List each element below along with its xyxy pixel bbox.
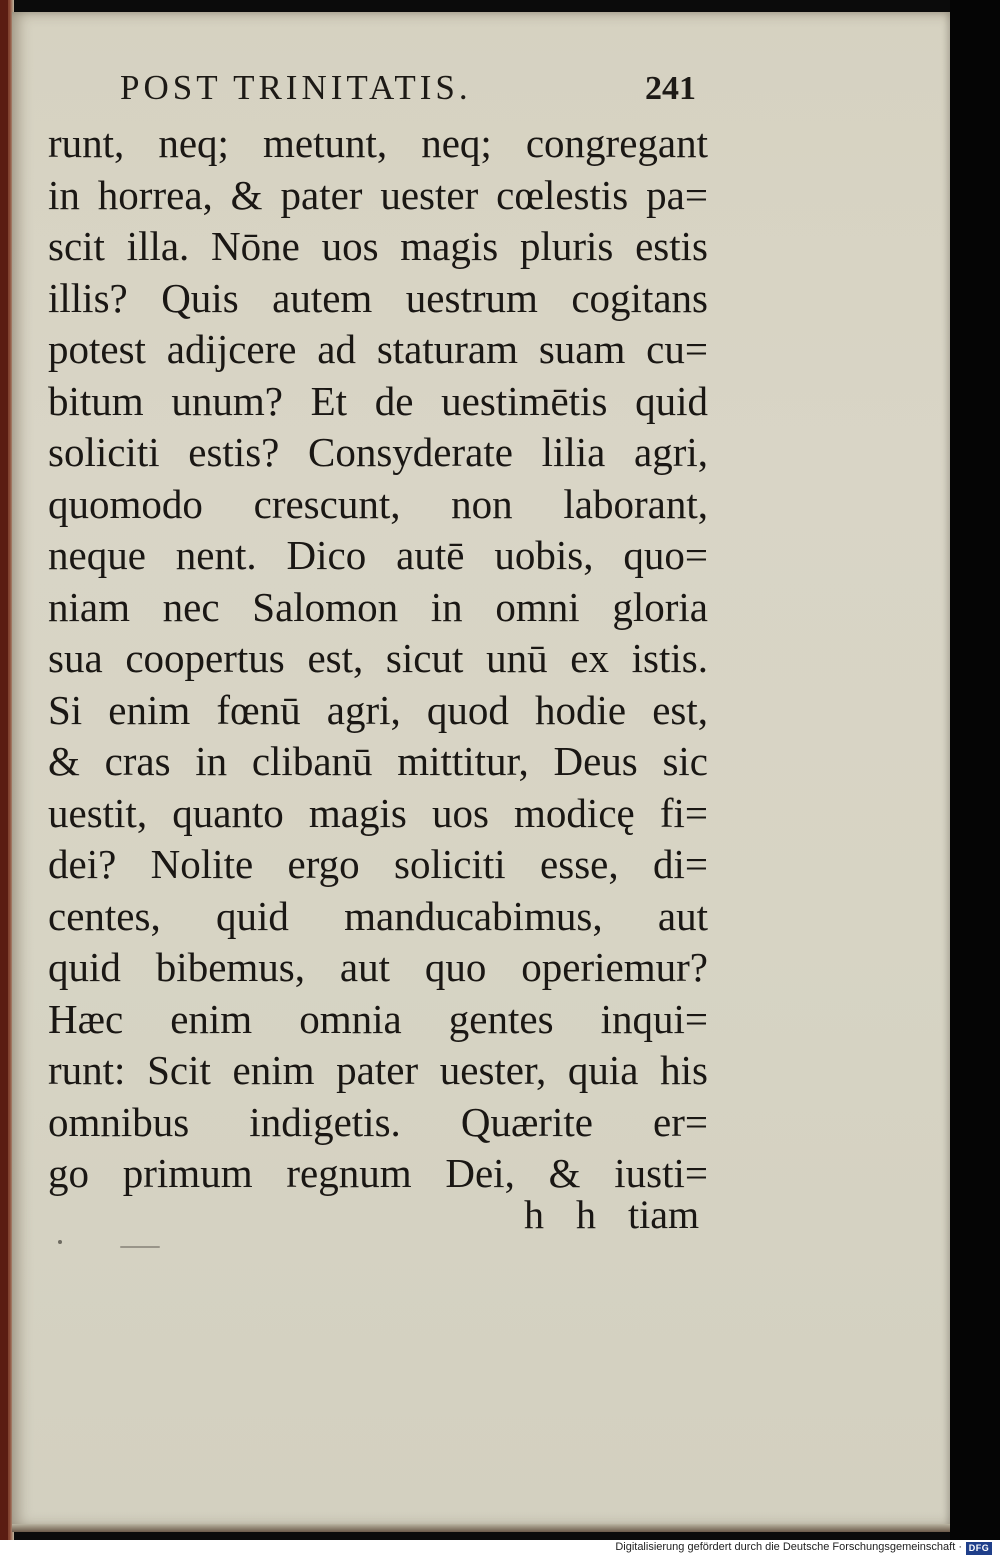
text-line: soliciti estis? Consyderate lilia agri, xyxy=(48,429,708,475)
catchword: tiam xyxy=(628,1192,700,1237)
text-line: Hæc enim omnia gentes inqui= xyxy=(48,995,708,1042)
text-line: in horrea, & pater uester cœlestis pa= xyxy=(48,171,708,218)
page-bottom-edge xyxy=(12,1524,950,1532)
text-line: scit illa. Nōne uos magis pluris estis xyxy=(48,223,708,269)
signature-and-catchword xyxy=(524,1191,699,1238)
text-line: & cras in clibanū mittitur, Deus sic xyxy=(48,738,708,784)
text-line: go primum regnum Dei, & iusti= xyxy=(48,1150,708,1196)
text-line: quid bibemus, aut quo operiemur? xyxy=(48,944,708,990)
text-line: neque nent. Dico autē uobis, quo= xyxy=(48,532,708,578)
text-line: sua coopertus est, sicut unū ex istis. xyxy=(48,635,708,681)
text-line: quomodo crescunt, non laborant, xyxy=(48,480,708,527)
footer-credit: Digitalisierung gefördert durch die Deutsche Forschungsgemeinschaft · xyxy=(615,1541,962,1553)
text-line: centes, quid manducabimus, aut xyxy=(48,892,708,939)
text-line: uestit, quanto magis uos modicę fi= xyxy=(48,789,708,836)
text-line: runt: Scit enim pater uester, quia his xyxy=(48,1047,708,1093)
text-line: Si enim fœnū agri, quod hodie est, xyxy=(48,686,708,733)
text-line: illis? Quis autem uestrum cogitans xyxy=(48,274,708,321)
dfg-logo-icon: DFG xyxy=(966,1542,992,1555)
paper-speck xyxy=(58,1240,62,1244)
signature-mark: h h xyxy=(524,1192,596,1237)
text-line: dei? Nolite ergo soliciti esse, di= xyxy=(48,841,708,887)
scan-background-right xyxy=(950,0,1000,1540)
text-line: bitum unum? Et de uestimētis quid xyxy=(48,377,708,424)
text-line: omnibus indigetis. Quærite er= xyxy=(48,1098,708,1145)
paper-mark xyxy=(120,1246,160,1248)
page-number: 241 xyxy=(645,70,696,107)
text-line: potest adijcere ad staturam suam cu= xyxy=(48,326,708,372)
body-text xyxy=(48,118,708,1200)
text-line: niam nec Salomon in omni gloria xyxy=(48,583,708,630)
running-head: POST TRINITATIS. xyxy=(120,68,472,107)
text-line: runt, neq; metunt, neq; congregant xyxy=(48,120,708,166)
binding-cover-edge xyxy=(0,0,8,1540)
